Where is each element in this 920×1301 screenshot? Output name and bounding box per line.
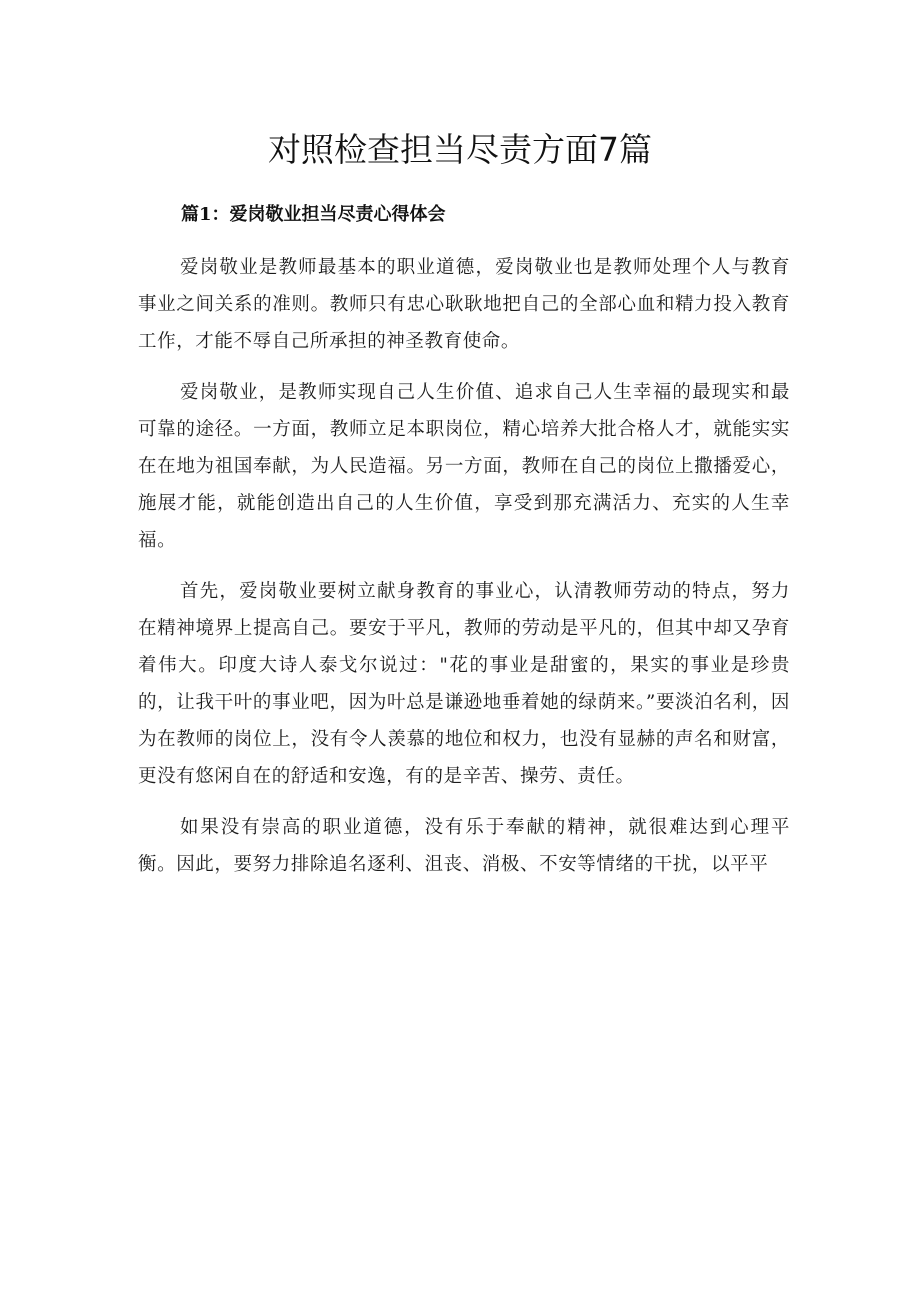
paragraph: 如果没有崇高的职业道德，没有乐于奉献的精神，就很难达到心理平衡。因此，要努力排除追名逐利、沮丧、消极、不安等情绪的干扰，以平平 xyxy=(138,817,790,875)
page-title: 对照检查担当尽责方面7篇 xyxy=(268,130,652,169)
section-heading: 篇1：爱岗敬业担当尽责心得体会 xyxy=(181,204,446,225)
body-text xyxy=(138,249,790,897)
paragraph: 爱岗敬业是教师最基本的职业道德，爱岗敬业也是教师处理个人与教育事业之间关系的准则。教师只有忠心耿耿地把自己的全部心血和精力投入教育工作，才能不辱自己所承担的神圣教育使命。 xyxy=(138,257,790,352)
paragraph: 首先，爱岗敬业要树立献身教育的事业心，认清教师劳动的特点，努力在精神境界上提高自己。要安于平凡，教师的劳动是平凡的，但其中却又孕育着伟大。印度大诗人泰戈尔说过："花的事业是甜蜜的，果实的事业是珍贵的，让我干叶的事业吧，因为叶总是谦逊地垂着她的绿荫来。”要淡泊名利，因为在教师的岗位上，没有令人羡慕的地位和权力，也没有显赫的声名和财富，更没有悠闲自在的舒适和安逸，有的是辛苦、操劳、责任。 xyxy=(138,581,790,787)
paragraph: 爱岗敬业，是教师实现自己人生价值、追求自己人生幸福的最现实和最可靠的途径。一方面，教师立足本职岗位，精心培养大批合格人才，就能实实在在地为祖国奉献，为人民造福。另一方面，教师在自己的岗位上撒播爱心，施展才能，就能创造出自己的人生价值，享受到那充满活力、充实的人生幸福。 xyxy=(138,382,790,551)
